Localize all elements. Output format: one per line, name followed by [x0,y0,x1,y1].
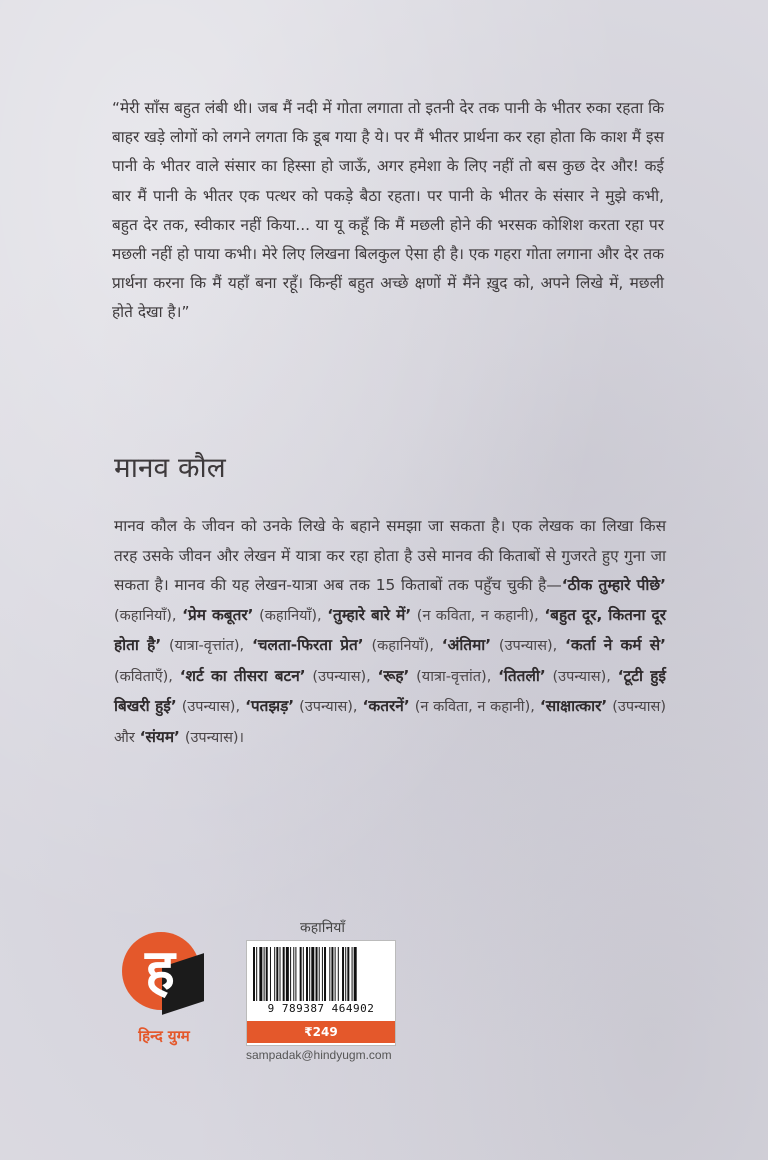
barcode-stripe [342,947,344,1001]
book-title: ‘प्रेम कबूतर’ [182,605,254,624]
book-genre: (कहानियाँ), [114,607,177,624]
barcode-stripe [253,947,255,1001]
barcode-stripe [283,947,285,1001]
barcode-stripe [309,947,310,1001]
price-label: ₹249 [247,1021,395,1043]
logo-glyph: ह [145,938,175,1003]
book-genre: (कहानियाँ), [371,638,434,654]
book-genre: (उपन्यास)। [184,729,245,746]
author-name: मानव कौल [114,451,226,484]
publisher-logo [118,932,210,1052]
barcode-stripe [316,947,318,1001]
barcode-stripe [295,947,296,1001]
barcode-stripe [259,947,262,1001]
barcode-stripe [324,947,326,1001]
barcode-stripe [352,947,353,1001]
barcode-stripe [306,947,308,1001]
book-genre: (यात्रा-वृत्तांत), [416,668,492,685]
barcode-stripe [322,947,323,1001]
barcode-stripe [335,947,336,1001]
book-genre: (यात्रा-वृत्तांत), [168,638,245,654]
barcode-stripe [300,947,302,1001]
author-bio [114,512,666,753]
book-title: ‘रूह’ [377,666,410,685]
barcode-stripe [293,947,294,1001]
isbn-number: 9 789387 464902 [267,1002,375,1015]
barcode-stripe [347,947,349,1001]
book-title: ‘साक्षात्कार’ [539,697,608,715]
barcode-stripe [264,947,265,1001]
book-title: ‘टूटी हुई बिखरी हुई’ [114,666,666,715]
barcode-stripe [276,947,278,1001]
barcode-stripe [345,947,346,1001]
book-title: ‘कर्ता ने कर्म से’ [565,636,666,654]
book-title: ‘तुम्हारे बारे में’ [327,605,412,624]
book-title: ‘चलता-फिरता प्रेत’ [251,636,364,654]
barcode-stripe [280,947,281,1001]
book-genre: (उपन्यास) और [114,699,666,746]
barcode-stripe [329,947,330,1001]
book-title: ‘संयम’ [139,727,180,746]
book-genre: (कहानियाँ), [259,607,322,624]
book-title: ‘शर्ट का तीसरा बटन’ [179,666,306,685]
barcode-stripe [274,947,275,1001]
barcode-stripe [311,947,314,1001]
book-genre: (न कविता, न कहानी), [414,699,535,715]
publisher-name: हिन्द युग्म [138,1027,190,1045]
genre-label: कहानियाँ [300,920,345,936]
barcode-stripe [256,947,257,1001]
barcode-stripe [286,947,289,1001]
book-title: ‘अंतिमा’ [441,636,492,654]
barcode-stripe [303,947,304,1001]
barcode-stripe [266,947,268,1001]
book-title: ‘पतझड़’ [245,697,295,715]
book-genre: (कविताएँ), [114,668,173,685]
barcode-stripe [290,947,291,1001]
book-genre: (उपन्यास), [498,638,558,654]
barcode-bars [253,947,389,1001]
book-genre: (उपन्यास), [299,699,358,715]
barcode-stripe [270,947,271,1001]
book-genre: (उपन्यास), [181,699,241,715]
back-cover-quote: “मेरी साँस बहुत लंबी थी। जब मैं नदी में गोता लगाता तो इतनी देर तक पानी के भीतर रुका रहता कि बाहर खड़े लोगों को लगने लगता कि डूब गया है ये। पर मैं भीतर प्रार्थना कर रहा होता कि काश मैं इस पानी के भीतर वाले संसार का हिस्सा हो जाऊँ, अगर हमेशा के लिए नहीं तो बस कुछ देर और! कई बार मैं पानी के भीतर एक पत्थर को पकड़े बैठा रहता। पर पानी के भीतर के संसार ने मुझे कभी, बहुत देर तक, स्वीकार नहीं किया... या यू कहूँ कि मैं मछली होने की भरसक कोशिश करता रहा पर मछली नहीं हो पाया कभी। मेरे लिए लिखना बिलकुल ऐसा ही है। एक गहरा गोता लगाना और देर तक प्रार्थना करना कि मैं यहाँ बना रहूँ। किन्हीं बहुत अच्छे क्षणों में मैंने ख़ुद को, अपने लिखे में, मछली होते देखा है।” [112,99,664,322]
barcode-stripe [319,947,320,1001]
bio-intro: मानव कौल के जीवन को उनके लिखे के बहाने समझा जा सकता है। एक लेखक का लिखा किस तरह उसके जीवन और लेखन में यात्रा कर रहा होता है उसे मानव की किताबों से गुजरते हुए गुना जा सकता है। मानव की यह लेखन-यात्रा अब तक 15 किताबों तक पहुँच चुकी है— [114,517,666,594]
barcode-stripe [354,947,357,1001]
barcode-stripe [338,947,339,1001]
publisher-email: sampadak@hindyugm.com [246,1048,392,1062]
book-title: ‘ठीक तुम्हारे पीछे’ [561,576,666,594]
book-genre: (न कविता, न कहानी), [416,607,539,624]
book-title: ‘तितली’ [498,666,546,685]
book-title: ‘कतरनें’ [362,697,410,715]
book-genre: (उपन्यास), [552,668,611,685]
book-genre: (उपन्यास), [312,668,371,685]
barcode-stripe [331,947,333,1001]
isbn-barcode [246,940,396,1046]
book-title: ‘बहुत दूर, कितना दूर होता है’ [114,605,666,654]
